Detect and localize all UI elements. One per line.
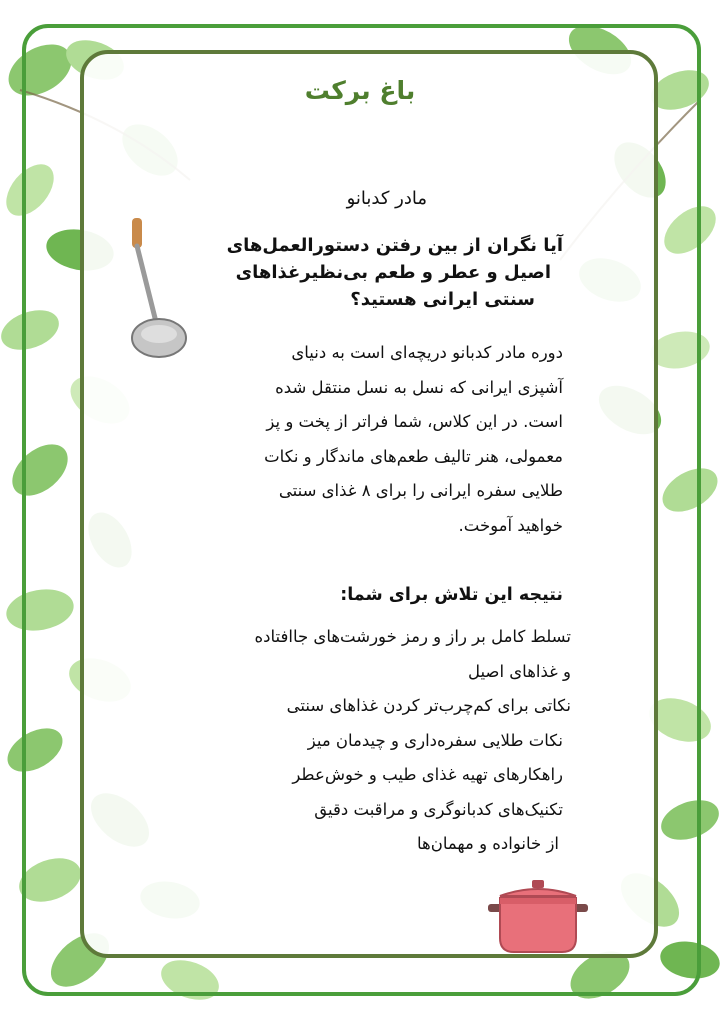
description-paragraph [163,336,563,543]
page-title: باغ برکت [304,76,416,105]
list-item: تسلط کامل بر راز و رمز خورشت‌های جاافتاده [254,627,571,646]
description-line: معمولی، هنر تالیف طعم‌های ماندگار و نکات [264,446,563,466]
question-line: اصیل و عطر و طعم بی‌نظیرغذاهای [235,262,551,283]
description-line: است. در این کلاس، شما فراتر از پخت و پز [266,412,563,431]
results-heading: نتیجه این تلاش برای شما: [340,585,563,605]
description-line: طلایی سفره ایرانی را برای ۸ غذای سنتی [278,481,563,500]
description-line: دوره مادر کدبانو دریچه‌ای است به دنیای [291,343,563,362]
results-list [145,620,575,862]
intro-question [153,232,563,313]
description-line: آشپزی ایرانی که نسل به نسل منتقل شده [275,377,563,397]
list-item: از خانواده و مهمان‌ها [416,834,559,853]
list-item: تکنیک‌های کدبانوگری و مراقبت دقیق [314,799,563,819]
list-item: نکات طلایی سفره‌داری و چیدمان میز [307,730,563,750]
list-item: نکاتی برای کم‌چرب‌تر کردن غذاهای سنتی [286,696,571,715]
brand-name: مادر کدبانو [346,188,427,209]
question-line: آیا نگران از بین رفتن دستورالعمل‌های [226,235,563,256]
list-item: و غذاهای اصیل [467,661,571,681]
list-item: راهکارهای تهیه غذای طیب و خوش‌عطر [292,765,563,784]
description-line: خواهید آموخت. [458,515,563,535]
question-line: سنتی ایرانی هستید؟ [350,289,535,310]
